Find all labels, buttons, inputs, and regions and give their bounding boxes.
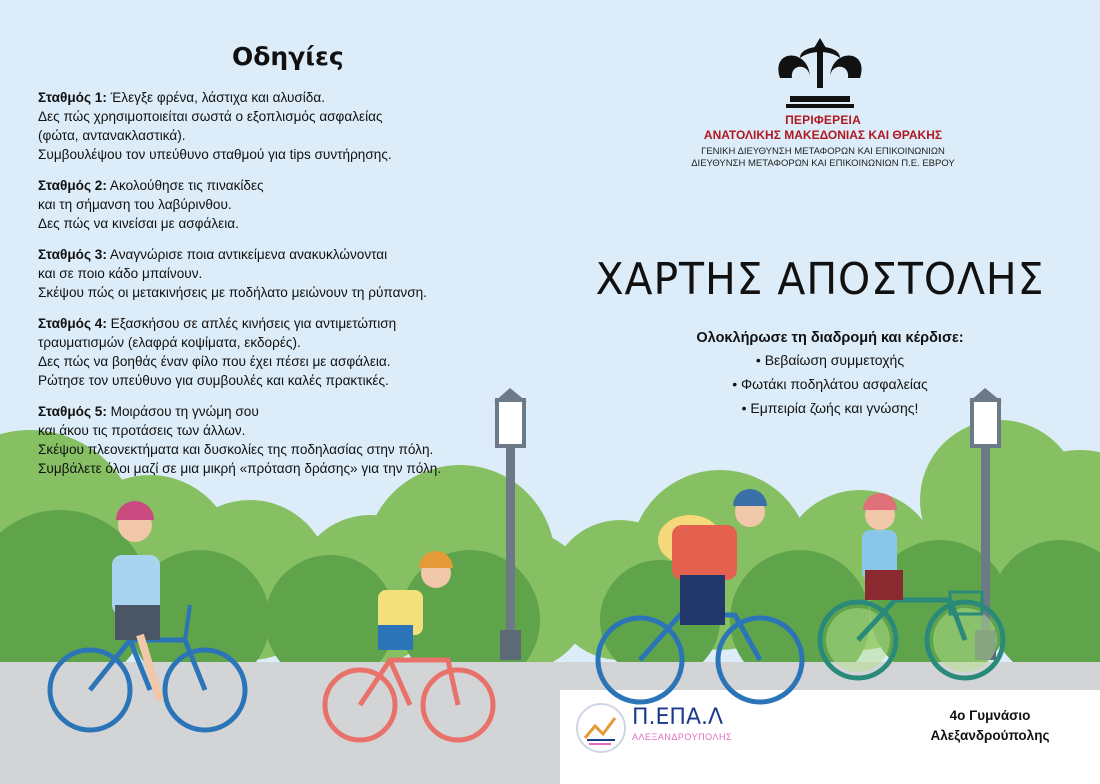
pepal-logo-text: Π.ΕΠΑ.Λ [632,705,724,730]
station-text: τραυματισμών (ελαφρά κοψίματα, εκδορές). [38,335,301,350]
station-text: (φώτα, αντανακλαστικά). [38,128,186,143]
station-text: Μοιράσου τη γνώμη σου [106,404,259,419]
instructions-title: Οδηγίες [232,42,344,71]
pepal-logo-icon [575,700,631,756]
station-text: και άκου τις προτάσεις των άλλων. [38,423,246,438]
mission-map-title: ΧΑΡΤΗΣ ΑΠΟΣΤΟΛΗΣ [595,254,1045,305]
station-text: Αναγνώρισε ποια αντικείμενα ανακυκλώνονται [106,247,388,262]
station-text: Σκέψου πώς οι μετακινήσεις με ποδήλατο μειώνουν τη ρύπανση. [38,285,427,300]
prize-item: • Φωτάκι ποδηλάτου ασφαλείας [732,376,928,392]
station-text: Σκέψου πλεονεκτήματα και δυσκολίες της ποδηλασίας στην πόλη. [38,442,434,457]
school-name-line2: Αλεξανδρούπολης [930,728,1050,743]
station-label: Σταθμός 5: [38,404,107,419]
region-emblem [778,38,861,108]
station-text: και σε ποιο κάδο μπαίνουν. [38,266,203,281]
station-3 [38,245,518,302]
station-text: Ακολούθησε τις πινακίδες [106,178,264,193]
bushes-right [550,420,1100,690]
station-label: Σταθμός 1: [38,90,107,105]
region-name-line2: ΑΝΑΤΟΛΙΚΗΣ ΜΑΚΕΔΟΝΙΑΣ ΚΑΙ ΘΡΑΚΗΣ [703,128,943,142]
station-text: Συμβάλετε όλοι μαζί σε μια μικρή «πρόταση δράσης» για την πόλη. [38,461,442,476]
department-line1: ΓΕΝΙΚΗ ΔΙΕΥΘΥΝΣΗ ΜΕΤΑΦΟΡΩΝ ΚΑΙ ΕΠΙΚΟΙΝΩΝΙΩΝ [701,146,945,157]
station-label: Σταθμός 4: [38,316,107,331]
prize-item: • Βεβαίωση συμμετοχής [755,352,905,368]
station-text: Εξασκήσου σε απλές κινήσεις για αντιμετώπιση [106,316,397,331]
station-text: και τη σήμανση του λαβύρινθου. [38,197,232,212]
station-5 [38,402,518,478]
station-label: Σταθμός 3: [38,247,107,262]
school-name-line1: 4ο Γυμνάσιο [949,708,1031,723]
pepal-logo-subtext: ΑΛΕΞΑΝΔΡΟΥΠΟΛΗΣ [632,732,733,742]
school-name [900,706,1080,746]
station-4 [38,314,518,390]
station-1 [38,88,518,164]
prize-heading: Ολοκλήρωσε τη διαδρομή και κέρδισε: [696,330,964,346]
station-text: Δες πώς να βοηθάς έναν φίλο που έχει πέσει με ασφάλεια. [38,354,391,369]
station-text: Δες πώς να κινείσαι με ασφάλεια. [38,216,239,231]
station-2 [38,176,518,233]
station-label: Σταθμός 2: [38,178,107,193]
station-text: Δες πώς χρησιμοποιείται σωστά ο εξοπλισμός ασφαλείας [38,109,383,124]
instructions-list [38,88,518,490]
station-text: Έλεγξε φρένα, λάστιχα και αλυσίδα. [106,90,326,105]
prize-item: • Εμπειρία ζωής και γνώσης! [741,400,919,416]
station-text: Συμβουλέψου τον υπεύθυνο σταθμού για tips συντήρησης. [38,147,392,162]
department-line2: ΔΙΕΥΘΥΝΣΗ ΜΕΤΑΦΟΡΩΝ ΚΑΙ ΕΠΙΚΟΙΝΩΝΙΩΝ Π.Ε. ΕΒΡΟΥ [691,158,955,169]
station-text: Ρώτησε τον υπεύθυνο για συμβουλές και καλές πρακτικές. [38,373,389,388]
region-name-line1: ΠΕΡΙΦΕΡΕΙΑ [785,113,861,127]
